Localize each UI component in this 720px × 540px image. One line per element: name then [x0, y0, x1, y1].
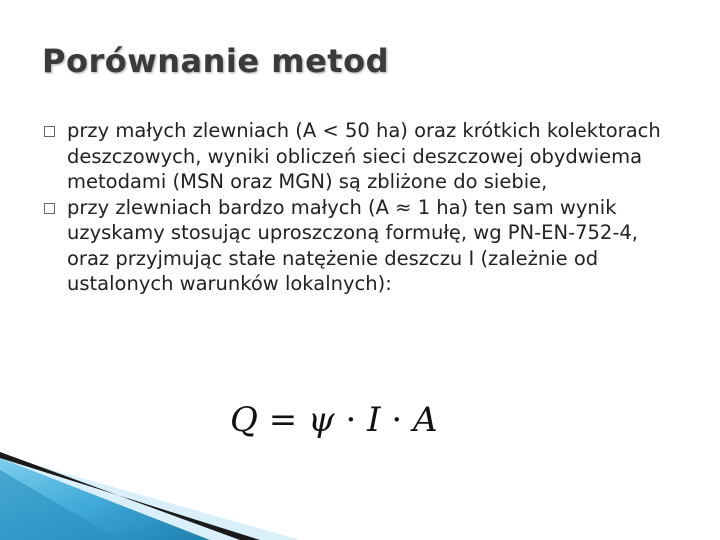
bullet-text: przy małych zlewniach (A < 50 ha) oraz krótkich kolektorach deszczowych, wyniki obliczeń sieci deszczowej obydwiema metodami (MSN oraz MGN) są zbliżone do siebie,: [67, 119, 661, 193]
formula-psi: ψ: [308, 400, 335, 440]
formula-i: I: [367, 400, 381, 440]
formula-dot: ·: [391, 400, 403, 440]
formula-equals: =: [268, 400, 298, 440]
bullet-text: przy zlewniach bardzo małych (A ≈ 1 ha) ten sam wynik uzyskamy stosując uproszczoną formułę, wg PN-EN-752-4, oraz przyjmując stałe natężenie deszczu I (zależnie od ustalonych warunków lokalnych):: [67, 195, 638, 295]
slide-title: Porównanie metod: [42, 42, 389, 80]
formula-dot: ·: [345, 400, 357, 440]
formula-a: A: [412, 400, 438, 440]
formula-q: Q: [230, 400, 258, 440]
